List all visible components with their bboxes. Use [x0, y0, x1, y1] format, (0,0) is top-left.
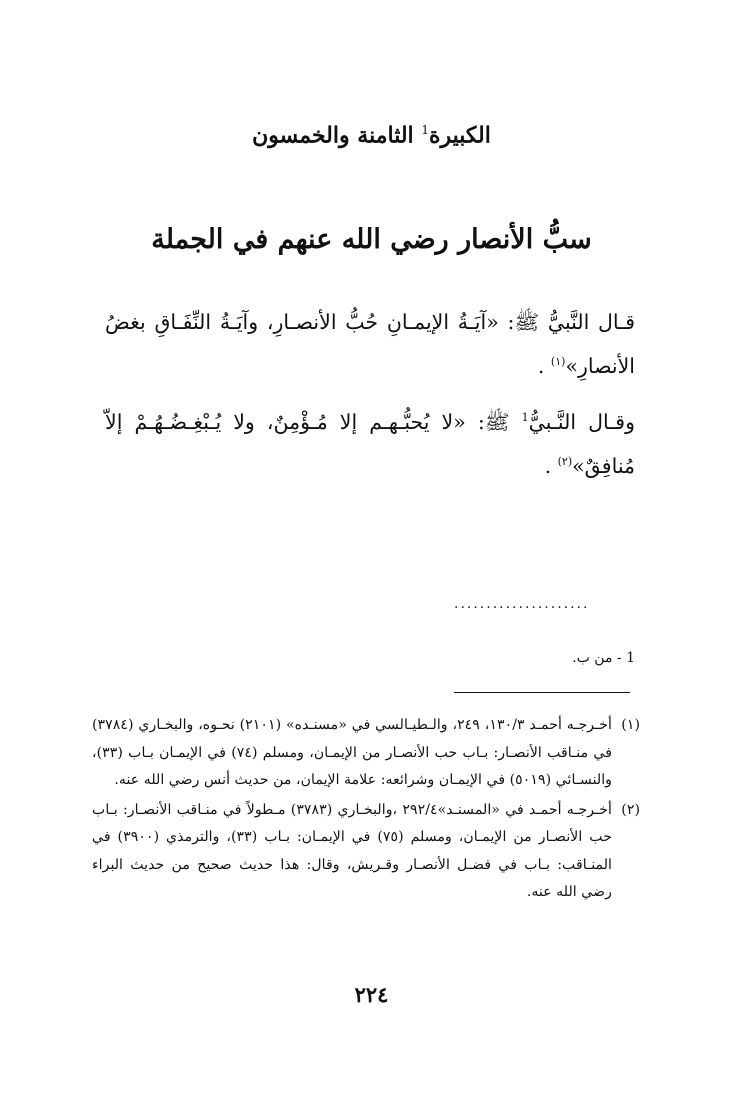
- footnote-divider: [454, 692, 630, 693]
- footnotes: [92, 712, 640, 909]
- body-text: [105, 300, 635, 500]
- chapter-heading-label: الكبيرة: [428, 122, 491, 149]
- page-number: ٢٢٤: [354, 982, 389, 1007]
- footnote-text: أخـرجـه أحمـد ١٣٠/٣، ٢٤٩، والـطيـالسي في «مسنـده» (٢١٠١) نحـوه، والبخـاري (٣٧٨٤) في منـاقب الأنصـار: بـاب حب الأنصـار من الإيمـان، ومسلم (٧٤) في الإيمـان بـاب (٣٣)، والنسـائي (٥٠١٩) في الإيمـان وشرائعه: علامة الإيمان، من حديث أنس رضي الله عنه.: [92, 717, 612, 788]
- footnote-number: (٢): [621, 801, 640, 818]
- footnote-reference: (٢): [557, 455, 573, 469]
- hadith-text: قـال النَّبيُّ ﷺ: «آيَـةُ الإيمـانِ حُبُّ الأنصـارِ، وآيَـةُ النِّفَـاقِ بغضُ الأنصارِ»: [105, 310, 635, 378]
- chapter-heading-marker: 1: [421, 123, 429, 137]
- hadith-text-start: وقـال النَّـبيُّ: [528, 410, 635, 434]
- variant-marker: 1: [521, 411, 529, 425]
- dotted-separator: .....................: [454, 596, 590, 612]
- chapter-heading-rest: الثامنة والخمسون: [252, 122, 414, 149]
- paragraph-end: .: [544, 454, 558, 478]
- chapter-heading: [0, 115, 743, 150]
- footnote-number: (١): [621, 717, 640, 733]
- editor-note: 1 - من ب.: [572, 650, 635, 666]
- footnote: [92, 712, 640, 795]
- footnote-text: أخـرجـه أحمـد في «المسنـد»٢٩٢/٤ ،والبخـاري (٣٧٨٣) مـطولاً في منـاقب الأنصـار: بـاب حب الأنصـار من الإيمـان، ومسلم (٧٥) في الإيمـان: بـاب (٣٣)، والترمذي (٣٩٠٠) في المنـاقب: بـاب في فضـل الأنصـار وقـريش، وقال: هذا حديث صحيح من حديث البراء رضي الله عنه.: [92, 801, 612, 900]
- footnote-reference: (١): [550, 355, 566, 369]
- paragraph-end: .: [537, 354, 551, 378]
- footnote: [92, 797, 640, 907]
- hadith-text-rest: ﷺ: «لا يُحبُّـهـم إلا مُـؤْمِنٌ، ولا يُـبْغِـضُـهُـمْ إلاّ مُنافِقٌ»: [105, 410, 635, 478]
- hadith-paragraph: [105, 400, 635, 488]
- hadith-paragraph: [105, 300, 635, 388]
- section-title: سبُّ الأنصار رضي الله عنهم في الجملة: [151, 224, 592, 255]
